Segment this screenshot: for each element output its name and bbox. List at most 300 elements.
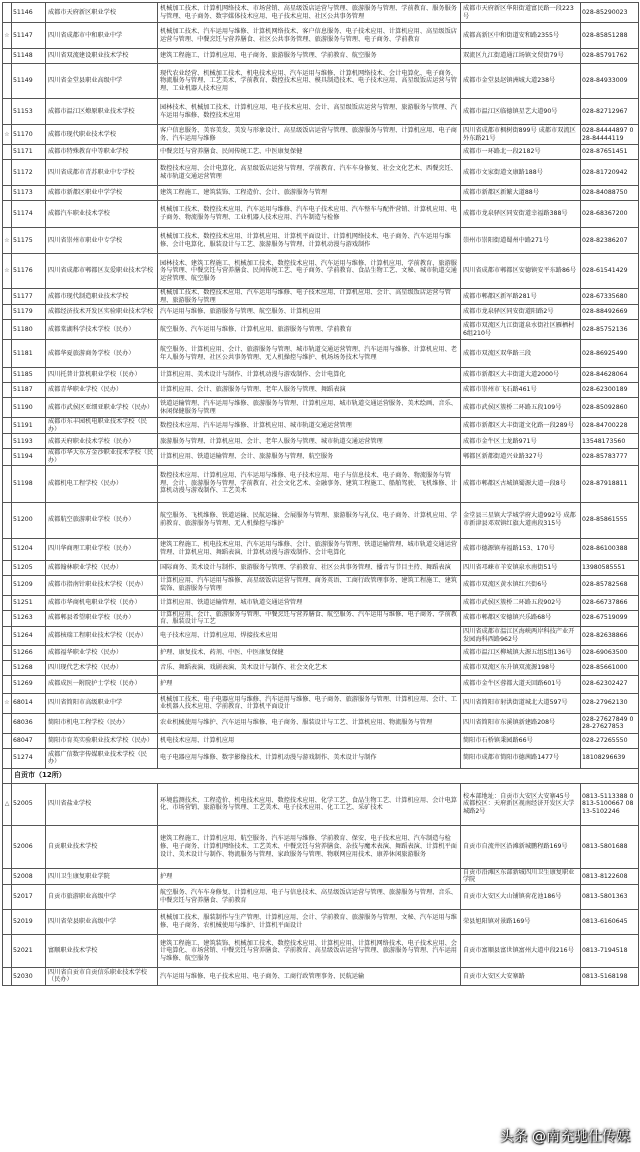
address-cell: 简阳市成都市简阳市德茜路1477号 xyxy=(461,748,581,768)
majors-cell: 汽车运用与维修、电子技术应用、电子商务、工商行政管理事务、民航运输 xyxy=(158,967,461,985)
school-name-cell: 简阳市机电工程学校（民办） xyxy=(46,713,158,733)
school-name-cell: 自贡市旅游职业高级中学 xyxy=(46,884,158,909)
mark-cell xyxy=(3,626,12,645)
phone-cell: 028-67519099 xyxy=(581,610,639,626)
address-cell: 自贡市大安区大安寨路 xyxy=(461,967,581,985)
majors-cell: 电子技术应用、计算机应用、焊接技术应用 xyxy=(158,626,461,645)
mark-cell xyxy=(3,449,12,465)
code-cell: 51190 xyxy=(12,398,46,418)
school-name-cell: 成都广信数字传媒职业技术学校（民办） xyxy=(46,748,158,768)
address-cell: 金堂县三星镇大学城学府大道992号 成都市新津县邓双镇红旗大道南段315号 xyxy=(461,502,581,538)
address-cell: 自贡市沿滩区东部新城四川卫生康复职业学院 xyxy=(461,868,581,884)
mark-cell xyxy=(3,186,12,201)
code-cell: 51274 xyxy=(12,748,46,768)
mark-cell xyxy=(3,434,12,449)
table-row xyxy=(3,340,639,368)
address-cell: 成都高新区中和街道安和路2355号 xyxy=(461,23,581,49)
address-cell: 四川省成都市郫都区安德镇安平东路86号 xyxy=(461,254,581,289)
mark-cell: ☆ xyxy=(3,23,12,49)
code-cell: 51268 xyxy=(12,660,46,675)
table-row xyxy=(3,305,639,320)
school-name-cell: 成都市现代制造职业技术学校 xyxy=(46,289,158,305)
address-cell: 四川省简阳市东溪镇新建路208号 xyxy=(461,713,581,733)
mark-cell xyxy=(3,145,12,160)
mark-cell xyxy=(3,733,12,748)
phone-cell: 0813-6160645 xyxy=(581,909,639,934)
code-cell: 52006 xyxy=(12,825,46,868)
mark-cell xyxy=(3,49,12,64)
majors-cell: 计算机应用、会计、旅游服务与管理、老年人服务与管理、舞蹈表演 xyxy=(158,383,461,398)
majors-cell: 数控技术应用、计算机应用、汽车运用与维修、电子技术应用、电子与信息技术、电子商务、物流服务与管理、会计、旅游服务与管理、学前教育、社会文化艺术、金融事务、建筑工程施工、船舶驾驶、飞机维修、计算机动漫与游戏制作、工艺美术 xyxy=(158,465,461,502)
phone-cell: 028-81720942 xyxy=(581,160,639,186)
school-name-cell: 四川省成都市中和职业中学 xyxy=(46,23,158,49)
table-row xyxy=(3,125,639,145)
school-list-sheet xyxy=(2,2,638,986)
majors-cell: 农业机械使用与维护、汽车运用与维修、电子商务、服装设计与工艺、计算机应用、物流服务与管理 xyxy=(158,713,461,733)
phone-cell: 18108296639 xyxy=(581,748,639,768)
address-cell: 四川省邛崃市羊安镇泉水南街51号 xyxy=(461,560,581,575)
code-cell: 52030 xyxy=(12,967,46,985)
code-cell: 51148 xyxy=(12,49,46,64)
table-row xyxy=(3,660,639,675)
mark-cell xyxy=(3,465,12,502)
table-row xyxy=(3,783,639,825)
mark-cell xyxy=(3,825,12,868)
code-cell: 68036 xyxy=(12,713,46,733)
school-name-cell: 四川华商理工职业学校（民办） xyxy=(46,538,158,560)
address-cell: 成都市崇州市飞石路461号 xyxy=(461,383,581,398)
mark-cell xyxy=(3,64,12,99)
mark-cell xyxy=(3,967,12,985)
school-name-cell: 成都市华大东方金沙职业技术学校（民办） xyxy=(46,449,158,465)
address-cell: 成都市武侯区簇桥二环路五段902号 xyxy=(461,595,581,610)
mark-cell xyxy=(3,3,12,23)
address-cell: 双流区九江街道通江场镇文贸街79号 xyxy=(461,49,581,64)
table-row xyxy=(3,23,639,49)
majors-cell: 护理 xyxy=(158,868,461,884)
code-cell: 51204 xyxy=(12,538,46,560)
school-name-cell: 四川现代艺术学校（民办） xyxy=(46,660,158,675)
majors-cell: 园林技术、建筑工程施工、机械加工技术、数控技术应用、汽车运用与维修、计算机应用、学前教育、旅游服务与管理、中餐烹饪与营养膳食、民间传统工艺、电子商务、学前教育、食品生物工艺、文秘、城市轨道交通运营管理、航空服务 xyxy=(158,254,461,289)
mark-cell xyxy=(3,502,12,538)
code-cell: 52005 xyxy=(12,783,46,825)
phone-cell: 028-27962130 xyxy=(581,693,639,713)
address-cell: 成都市天府新区华阳街道富民路一段223号 xyxy=(461,3,581,23)
mark-cell xyxy=(3,868,12,884)
mark-cell: △ xyxy=(3,783,12,825)
mark-cell xyxy=(3,160,12,186)
mark-cell xyxy=(3,884,12,909)
mark-cell xyxy=(3,934,12,967)
mark-cell xyxy=(3,418,12,434)
address-cell: 成都市武侯区簇桥二环路五段109号 xyxy=(461,398,581,418)
table-row xyxy=(3,502,639,538)
address-cell: 成都市双流区黄水镇红兴街6号 xyxy=(461,575,581,595)
mark-cell xyxy=(3,320,12,340)
majors-cell: 机械加工技术、计算机网络技术、市场营销、高星级饭店运营与管理、旅游服务与管理、学前教育、服务服务与管理、电子商务、数字媒体技术应用、电子技术应用、社区公共事务管理 xyxy=(158,3,461,23)
phone-cell: 028-87651451 xyxy=(581,145,639,160)
code-cell: 51172 xyxy=(12,160,46,186)
address-cell: 成都市温江区柳城镇大源五组5组136号 xyxy=(461,645,581,660)
table-row xyxy=(3,626,639,645)
address-cell: 成都市双流区双华路三段 xyxy=(461,340,581,368)
majors-cell: 现代农业经营、机械加工技术、机电技术应用、汽车运用与维修、计算机网络技术、会计电算化、电子商务、物流服务与管理、工艺美术、学前教育、数控技术应用、模具制造技术、电子技术应用、高星级饭店运营与管理、工业机器人技术应用 xyxy=(158,64,461,99)
table-row xyxy=(3,254,639,289)
majors-cell: 环境监测技术、工程造价、机电技术应用、数控技术应用、化学工艺、食品生物工艺、计算机应用、会计电算化、市场营销、旅游服务与管理、工艺美术、电子技术应用、化工工艺、采矿技术 xyxy=(158,783,461,825)
phone-cell: 028-84700228 xyxy=(581,418,639,434)
majors-cell: 建筑工程施工、建筑装饰、机械加工技术、数控技术应用、计算机应用、计算机网络技术、电子技术应用、会计电算化、市场营销、中餐烹饪与营养膳食、学前教育、高星级饭店运营与管理、旅游服务与管理、汽车运用与维修、航空服务 xyxy=(158,934,461,967)
majors-cell: 机械加工技术、数控技术应用、计算机应用、计算机平面设计、计算机网络技术、电子商务、汽车运用与维修、会计电算化、服装设计与工艺、旅游服务与管理、计算机动漫与游戏制作 xyxy=(158,228,461,254)
majors-cell: 航空服务、汽车车身修复、计算机应用、电子与信息技术、高星级饭店运营与管理、旅游服务与管理、音乐、中餐烹饪与营养膳食、学前教育 xyxy=(158,884,461,909)
address-cell: 成都市郫都区新军路281号 xyxy=(461,289,581,305)
table-row xyxy=(3,868,639,884)
school-name-cell: 成都市东丰园机电职业技术学校（民办） xyxy=(46,418,158,434)
code-cell: 52017 xyxy=(12,884,46,909)
phone-cell: 0813-5168198 xyxy=(581,967,639,985)
majors-cell: 数控技术应用、汽车运用与维修、计算机应用、城市轨道交通运营管理 xyxy=(158,418,461,434)
phone-cell: 028-86100388 xyxy=(581,538,639,560)
school-name-cell: 成都核瑞工程职业技术学校（民办） xyxy=(46,626,158,645)
mark-cell: ☆ xyxy=(3,254,12,289)
code-cell: 52008 xyxy=(12,868,46,884)
table-row xyxy=(3,967,639,985)
school-name-cell: 四川省简阳市高级职业中学 xyxy=(46,693,158,713)
phone-cell: 028-87918811 xyxy=(581,465,639,502)
address-cell: 自贡市富顺县富世镇富州大道中段216号 xyxy=(461,934,581,967)
table-row xyxy=(3,449,639,465)
majors-cell: 建筑工程施工、计算机应用、航空服务、汽车运用与维修、学前教育、保安、电子技术应用、汽车制造与检修、电子商务、计算机网络技术、工艺美术、中餐烹饪与营养膳食、杂技与魔术表演、舞蹈表演、计算机平面设计、美术设计与制作、物流服务与管理、家政服务与管理、物联网应用技术、康养休闲旅游服务 xyxy=(158,825,461,868)
phone-cell: 028-67335680 xyxy=(581,289,639,305)
address-cell: 四川省成都市温江区海峡两岸科技产业开发园海科西路962号 xyxy=(461,626,581,645)
phone-cell: 0813-5113388 0813-5100667 0813-5102246 xyxy=(581,783,639,825)
mark-cell xyxy=(3,305,12,320)
address-cell: 成都市新都区新繁大道88号 xyxy=(461,186,581,201)
mark-cell xyxy=(3,201,12,228)
table-row xyxy=(3,748,639,768)
phone-cell: 13548173560 xyxy=(581,434,639,449)
school-name-cell: 成都经济技术开发区实验职业技术学校 xyxy=(46,305,158,320)
table-row xyxy=(3,595,639,610)
phone-cell: 028-85861555 xyxy=(581,502,639,538)
majors-cell: 电子电器应用与维修、数字影像技术、计算机动漫与游戏制作、美术设计与制作 xyxy=(158,748,461,768)
table-row xyxy=(3,825,639,868)
phone-cell: 028-27627849 028-27627853 xyxy=(581,713,639,733)
phone-cell: 0813-8122608 xyxy=(581,868,639,884)
table-row xyxy=(3,575,639,595)
address-cell: 成都市金牛区土龙路971号 xyxy=(461,434,581,449)
phone-cell: 028-84628064 xyxy=(581,368,639,383)
code-cell: 51209 xyxy=(12,575,46,595)
table-row xyxy=(3,368,639,383)
code-cell: 68047 xyxy=(12,733,46,748)
watermark: 头条 @南充驰仕传媒 xyxy=(499,1129,630,1145)
table-row xyxy=(3,64,639,99)
code-cell: 51251 xyxy=(12,595,46,610)
code-cell: 51269 xyxy=(12,675,46,693)
phone-cell: 0813-5801363 xyxy=(581,884,639,909)
table-row xyxy=(3,934,639,967)
address-cell: 成都市新都区大丰街道大道2000号 xyxy=(461,368,581,383)
phone-cell: 028-61541429 xyxy=(581,254,639,289)
phone-cell: 028-85783777 xyxy=(581,449,639,465)
majors-cell: 计算机应用、会计、旅游服务与管理、中餐烹饪与营养膳食、航空服务、汽车运用与维修、电子商务、学前教育、服装设计与工艺 xyxy=(158,610,461,626)
table-row xyxy=(3,145,639,160)
school-name-cell: 四川省成都市青苏职业中专学校 xyxy=(46,160,158,186)
phone-cell: 028-86925490 xyxy=(581,340,639,368)
school-name-cell: 成都市现代职业技术学校 xyxy=(46,125,158,145)
address-cell: 成都市文家街道文康路188号 xyxy=(461,160,581,186)
phone-cell: 028-85791762 xyxy=(581,49,639,64)
school-name-cell: 四川省成都市郫都区友爱职业技术学校 xyxy=(46,254,158,289)
address-cell: 郫都区新都街道兴业路327号 xyxy=(461,449,581,465)
code-cell: 51177 xyxy=(12,289,46,305)
phone-cell: 028-66737866 xyxy=(581,595,639,610)
majors-cell: 机电技术应用、计算机应用 xyxy=(158,733,461,748)
phone-cell: 0813-7194518 xyxy=(581,934,639,967)
mark-cell xyxy=(3,595,12,610)
phone-cell: 028-68367200 xyxy=(581,201,639,228)
school-name-cell: 简阳市育英实验职业技术学校（民办） xyxy=(46,733,158,748)
section-row xyxy=(3,768,639,783)
address-cell: 成都市一环路北一段2182号 xyxy=(461,145,581,160)
code-cell: 51193 xyxy=(12,434,46,449)
mark-cell xyxy=(3,748,12,768)
school-name-cell: 成都市武侯区亚细亚职业学校（民办） xyxy=(46,398,158,418)
code-cell: 51266 xyxy=(12,645,46,660)
table-row xyxy=(3,201,639,228)
code-cell: 51174 xyxy=(12,201,46,228)
code-cell: 51185 xyxy=(12,368,46,383)
school-name-cell: 四川卫生康复职业学院 xyxy=(46,868,158,884)
mark-cell xyxy=(3,289,12,305)
code-cell: 51194 xyxy=(12,449,46,465)
table-row xyxy=(3,645,639,660)
table-row xyxy=(3,320,639,340)
majors-cell: 航空服务、计算机应用、会计、旅游服务与管理、城市轨道交通运营管理、汽车运用与维修、计算机应用、老年人服务与管理、社区公共事务管理、无人机操控与维护、机场场务技术与管理 xyxy=(158,340,461,368)
school-name-cell: 成都翰林职业学校（民办） xyxy=(46,560,158,575)
phone-cell: 028-84444897 028-84444119 xyxy=(581,125,639,145)
phone-cell: 028-69063500 xyxy=(581,645,639,660)
address-cell: 成都市龙泉驿区同安街道阳路2号 xyxy=(461,305,581,320)
school-name-cell: 成都华夏旅游商务学校（民办） xyxy=(46,340,158,368)
majors-cell: 建筑工程施工、建筑装饰、工程造价、会计、旅游服务与管理 xyxy=(158,186,461,201)
code-cell: 51181 xyxy=(12,340,46,368)
majors-cell: 音乐、舞蹈表演、戏剧表演、美术设计与制作、社会文化艺术 xyxy=(158,660,461,675)
table-row xyxy=(3,713,639,733)
mark-cell: ☆ xyxy=(3,125,12,145)
table-row xyxy=(3,289,639,305)
school-name-cell: 成都市新都区职业中学学校 xyxy=(46,186,158,201)
phone-cell: 028-85661000 xyxy=(581,660,639,675)
phone-cell: 028-88492669 xyxy=(581,305,639,320)
address-cell: 崇州市崇阳街道蜀州中路271号 xyxy=(461,228,581,254)
phone-cell: 028-85782568 xyxy=(581,575,639,595)
table-row xyxy=(3,99,639,125)
phone-cell: 028-85851288 xyxy=(581,23,639,49)
code-cell: 51191 xyxy=(12,418,46,434)
school-name-cell: 富顺职业技术学校 xyxy=(46,934,158,967)
phone-cell: 028-62302427 xyxy=(581,675,639,693)
code-cell: 51173 xyxy=(12,186,46,201)
school-name-cell: 成都汽车职业技术学校 xyxy=(46,201,158,228)
mark-cell xyxy=(3,99,12,125)
majors-cell: 机械加工技术、数控技术应用、汽车运用与维修、汽车电子技术应用、汽车整车与配件营销、计算机应用、电子商务、物流服务与管理、工业机器人技术应用、汽车制造与检修 xyxy=(158,201,461,228)
mark-cell xyxy=(3,909,12,934)
phone-cell: 028-85752136 xyxy=(581,320,639,340)
address-cell: 荣县旭阳镇对景路169号 xyxy=(461,909,581,934)
majors-cell: 计算机应用、铁道运输管理、会计、旅游服务与管理、航空服务 xyxy=(158,449,461,465)
table-row xyxy=(3,538,639,560)
address-cell: 成都市金堂县赵镇洲城大道238号 xyxy=(461,64,581,99)
code-cell: 51200 xyxy=(12,502,46,538)
code-cell: 51187 xyxy=(12,383,46,398)
phone-cell: 028-85092860 xyxy=(581,398,639,418)
majors-cell: 客户信息服务、美容美发、美发与形象设计、高星级饭店运营与管理、旅游服务与管理、计算机应用、电子商务、汽车运用与维修 xyxy=(158,125,461,145)
school-name-cell: 成都市华商机电职业学校（民办） xyxy=(46,595,158,610)
table-row xyxy=(3,465,639,502)
majors-cell: 机械加工技术、服装制作与生产管理、计算机应用、会计、学前教育、旅游服务与管理、文秘、汽车运用与维修、电子商务、农机械使用与维护、计算机平面设计 xyxy=(158,909,461,934)
school-table xyxy=(2,2,639,986)
code-cell: 51170 xyxy=(12,125,46,145)
address-cell: 自贡市大安区大山铺镇荷花池186号 xyxy=(461,884,581,909)
school-name-cell: 四川省自贡市自贡信乐职业技术学校（民办） xyxy=(46,967,158,985)
table-row xyxy=(3,610,639,626)
section-title: 自贡市（12所） xyxy=(12,768,639,783)
school-name-cell: 成都市特殊教育中等职业学校 xyxy=(46,145,158,160)
majors-cell: 机械加工技术、数控技术应用、汽车运用与维修、电子技术应用、计算机应用、会计、高星级饭店运营与管理、旅游服务与管理 xyxy=(158,289,461,305)
phone-cell: 028-84088750 xyxy=(581,186,639,201)
address-cell: 成都市金牛区蓉都大道天回路601号 xyxy=(461,675,581,693)
table-row xyxy=(3,909,639,934)
school-name-cell: 成都天府职业技术学校（民办） xyxy=(46,434,158,449)
address-cell: 成都市双流区东升镇双流源198号 xyxy=(461,660,581,675)
address-cell: 四川省简阳市射洪街道城北大道597号 xyxy=(461,693,581,713)
address-cell: 成都市新都区大丰街道文化路一段289号 xyxy=(461,418,581,434)
code-cell: 68014 xyxy=(12,693,46,713)
phone-cell: 028-27265550 xyxy=(581,733,639,748)
majors-cell: 国际商务、美术设计与制作、旅游服务与管理、学前教育、社区公共事务管理、播音与节目主持、舞蹈表演 xyxy=(158,560,461,575)
phone-cell: 028-82712967 xyxy=(581,99,639,125)
majors-cell: 航空服务、汽车运用与维修、计算机应用、旅游服务与管理、学前教育 xyxy=(158,320,461,340)
school-name-cell: 成都市指南针职业技术学校（民办） xyxy=(46,575,158,595)
school-name-cell: 四川托普计算机职业学校（民办） xyxy=(46,368,158,383)
majors-cell: 机械加工技术、电子电器应用与维修、汽车运用与维修、电子商务、旅游服务与管理、计算机应用、会计、工业机器人技术应用、学前教育、计算机平面设计 xyxy=(158,693,461,713)
majors-cell: 铁道运输管理、汽车运用与维修、旅游服务与管理、计算机应用、城市轨道交通运营服务、美术绘画、音乐、休闲保健服务与管理 xyxy=(158,398,461,418)
majors-cell: 建筑工程施工、机电技术应用、汽车运用与维修、会计、旅游服务与管理、铁道运输管理、城市轨道交通运营管理、计算机应用、舞蹈表演、计算机动漫与游戏制作、会计电算化 xyxy=(158,538,461,560)
majors-cell: 护理、康复技术、药剂、中医、中医康复保健 xyxy=(158,645,461,660)
code-cell: 51147 xyxy=(12,23,46,49)
code-cell: 51264 xyxy=(12,626,46,645)
school-name-cell: 成都成医一附院护士学校（民办） xyxy=(46,675,158,693)
address-cell: 成都市双流区九江街道泉水街社区雁栖村6组210号 xyxy=(461,320,581,340)
address-cell: 自贡市自流井区沿滩新城鹏程路169号 xyxy=(461,825,581,868)
school-name-cell: 四川省荣县职业高级中学 xyxy=(46,909,158,934)
phone-cell: 0813-5801688 xyxy=(581,825,639,868)
majors-cell: 园林技术、机械加工技术、计算机应用、电子技术应用、会计、高星级饭店运营与管理、旅游服务与管理、汽车运用与维修、数控技术应用 xyxy=(158,99,461,125)
phone-cell: 028-85290023 xyxy=(581,3,639,23)
school-name-cell: 四川省崇州市职业中专学校 xyxy=(46,228,158,254)
code-cell: 51149 xyxy=(12,64,46,99)
code-cell: 51198 xyxy=(12,465,46,502)
mark-cell: ☆ xyxy=(3,228,12,254)
phone-cell: 028-82386207 xyxy=(581,228,639,254)
address-cell: 成都市郫都区古城镇蜀源大道一段8号 xyxy=(461,465,581,502)
table-row xyxy=(3,398,639,418)
code-cell: 51153 xyxy=(12,99,46,125)
majors-cell: 机械加工技术、汽车运用与维修、计算机网络技术、客户信息服务、电子技术应用、计算机应用、高星级饭店运营与管理、中餐烹饪与营养膳食、社区公共事务管理、旅游服务与管理、电子商务、学前教育 xyxy=(158,23,461,49)
address-cell: 简阳市石桥镇秉园路66号 xyxy=(461,733,581,748)
code-cell: 51171 xyxy=(12,145,46,160)
school-name-cell: 成都棠湖科学技术学校（民办） xyxy=(46,320,158,340)
code-cell: 51175 xyxy=(12,228,46,254)
table-row xyxy=(3,228,639,254)
majors-cell: 旅游服务与管理、计算机应用、会计、老年人服务与管理、城市轨道交通运营管理 xyxy=(158,434,461,449)
code-cell: 51180 xyxy=(12,320,46,340)
mark-cell xyxy=(3,713,12,733)
table-row xyxy=(3,160,639,186)
majors-cell: 建筑工程施工、计算机应用、电子商务、旅游服务与管理、学前教育、航空服务 xyxy=(158,49,461,64)
mark-cell xyxy=(3,538,12,560)
mark-cell xyxy=(3,560,12,575)
table-row xyxy=(3,884,639,909)
mark-cell xyxy=(3,610,12,626)
code-cell: 51146 xyxy=(12,3,46,23)
phone-cell: 028-84933009 xyxy=(581,64,639,99)
majors-cell: 计算机应用、铁道运输管理、城市轨道交通运营管理 xyxy=(158,595,461,610)
code-cell: 51263 xyxy=(12,610,46,626)
school-name-cell: 成都福华职业学校（民办） xyxy=(46,645,158,660)
table-row xyxy=(3,49,639,64)
address-cell: 成都市龙泉驿区同安街道幸福路388号 xyxy=(461,201,581,228)
phone-cell: 13980585551 xyxy=(581,560,639,575)
school-name-cell: 成都市天府新区职业学校 xyxy=(46,3,158,23)
code-cell: 51205 xyxy=(12,560,46,575)
mark-cell xyxy=(3,675,12,693)
mark-cell: ☆ xyxy=(3,693,12,713)
mark-cell xyxy=(3,383,12,398)
school-name-cell: 成都机电工程学校（民办） xyxy=(46,465,158,502)
majors-cell: 中餐烹饪与营养膳食、民间传统工艺、中医康复保健 xyxy=(158,145,461,160)
table-row xyxy=(3,693,639,713)
phone-cell: 028-62300189 xyxy=(581,383,639,398)
school-name-cell: 四川省盐业学校 xyxy=(46,783,158,825)
school-name-cell: 成都郫县希望职业学校（民办） xyxy=(46,610,158,626)
address-cell: 校本部地址：自贡市大安区大安寨45号 成都校区：天府新区视南经济开发区大学城路2号 xyxy=(461,783,581,825)
majors-cell: 护理 xyxy=(158,675,461,693)
school-name-cell: 成都市温江区燎原职业技术学校 xyxy=(46,99,158,125)
mark-cell xyxy=(3,645,12,660)
table-row xyxy=(3,733,639,748)
table-row xyxy=(3,675,639,693)
mark-cell xyxy=(3,575,12,595)
address-cell: 四川省成都市枫树街899号 成都市双流区外东路21号 xyxy=(461,125,581,145)
table-row xyxy=(3,186,639,201)
school-name-cell: 四川省金堂县职业高级中学 xyxy=(46,64,158,99)
address-cell: 成都市郫都区安德镇兴乐路68号 xyxy=(461,610,581,626)
mark-cell xyxy=(3,660,12,675)
phone-cell: 028-82638866 xyxy=(581,626,639,645)
majors-cell: 计算机应用、汽车运用与维修、高星级饭店运营与管理、商务英语、工商行政管理事务、建筑工程施工、建筑装饰、旅游服务与管理 xyxy=(158,575,461,595)
address-cell: 成都市温江区临德镇星艺大道90号 xyxy=(461,99,581,125)
majors-cell: 汽车运用与维修、旅游服务与管理、航空服务、计算机应用 xyxy=(158,305,461,320)
school-name-cell: 自贡职业技术学校 xyxy=(46,825,158,868)
table-row xyxy=(3,434,639,449)
mark-cell xyxy=(3,398,12,418)
code-cell: 52019 xyxy=(12,909,46,934)
code-cell: 51179 xyxy=(12,305,46,320)
school-name-cell: 成都青华职业学校（民办） xyxy=(46,383,158,398)
majors-cell: 计算机应用、美术设计与制作、计算机动漫与游戏制作、会计电算化 xyxy=(158,368,461,383)
